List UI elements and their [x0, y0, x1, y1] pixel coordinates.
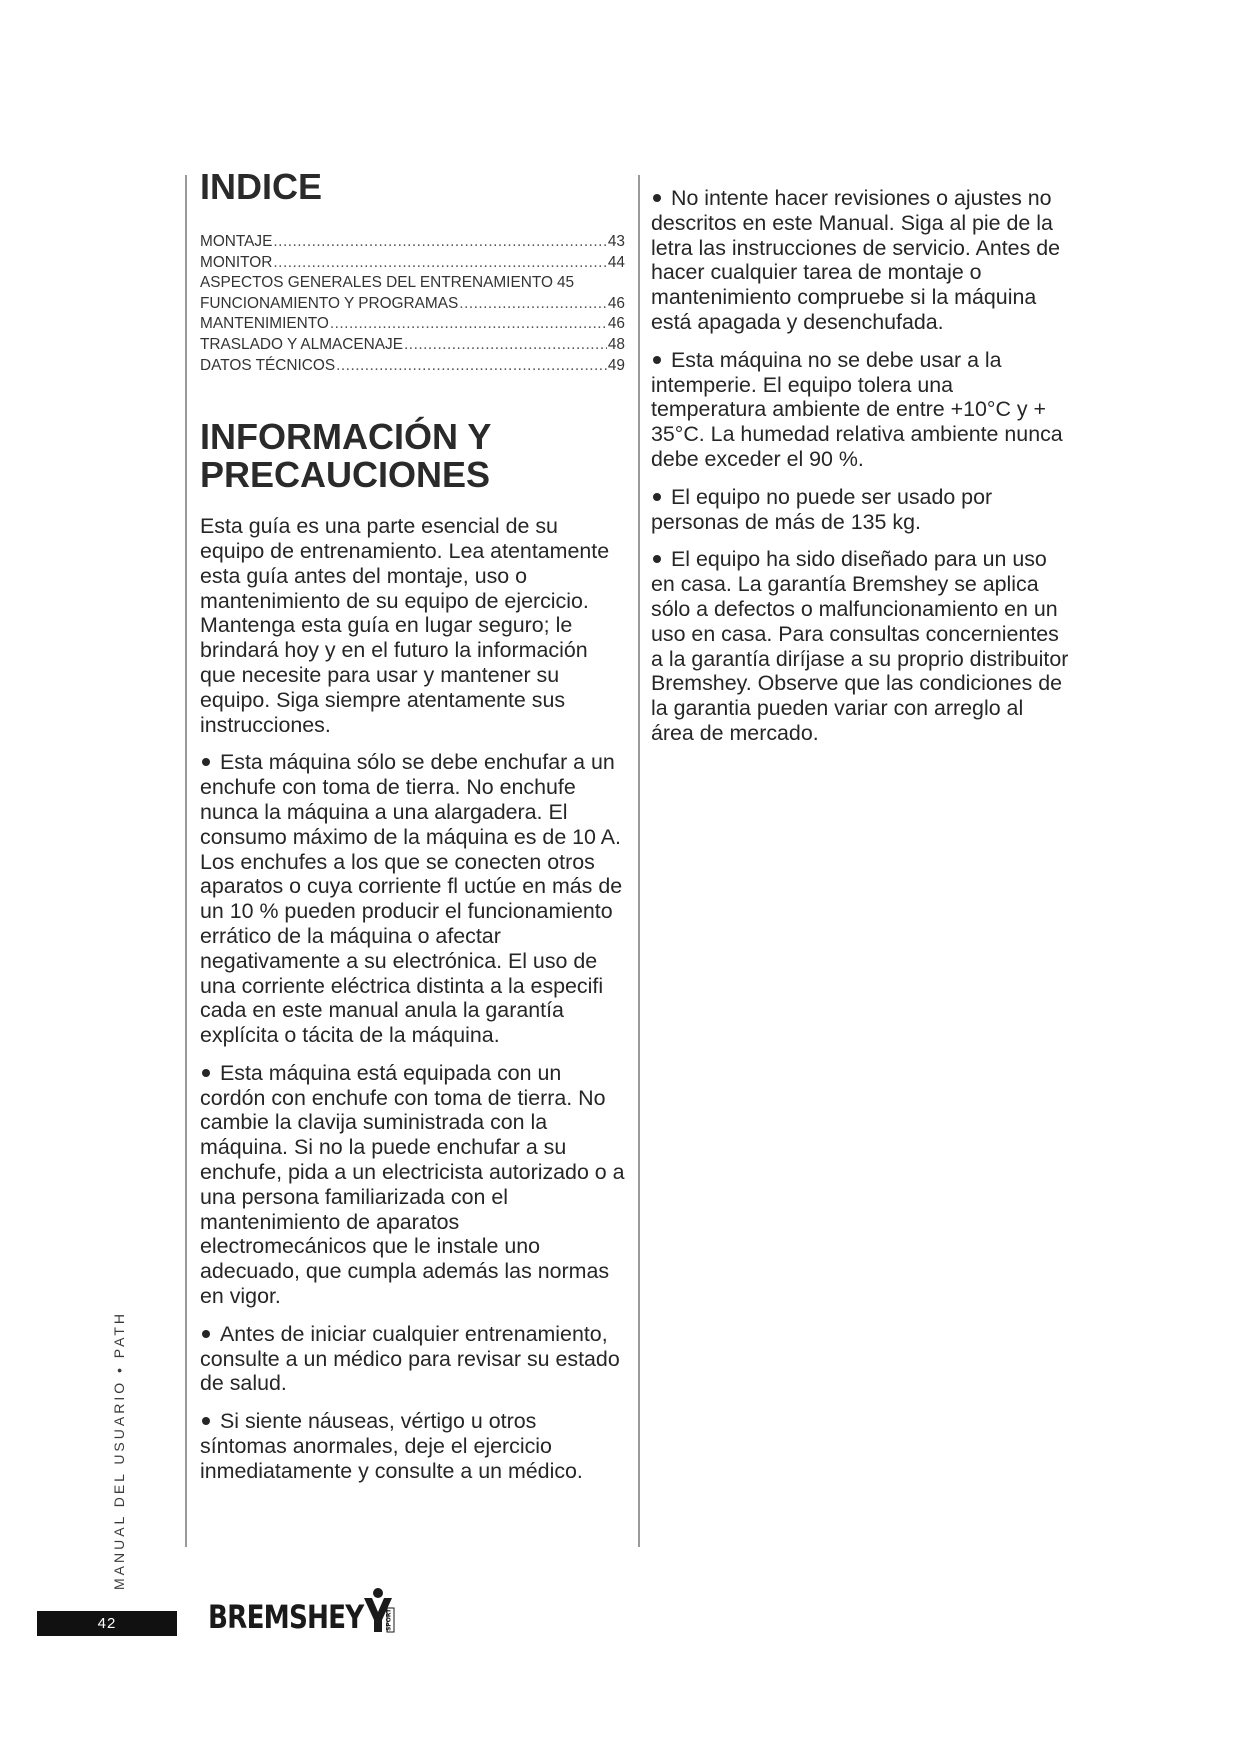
toc-entry[interactable] [200, 356, 625, 377]
toc-entry-page: 45 [556, 274, 575, 292]
bullet-icon [653, 194, 661, 202]
left-column-rule [185, 175, 187, 1547]
bullet-text: Esta máquina no se debe usar a la intemperie. El equipo tolera una temperatura ambiente de entre +10°C y + 35°C. La humedad relativa ambiente nunca debe exceder el 90 %. [651, 347, 1063, 471]
toc-title: INDICE [200, 166, 323, 207]
left-column [200, 168, 625, 1497]
toc-entry-page: 44 [607, 253, 625, 271]
toc-entry-label: MANTENIMIENTO [200, 315, 329, 333]
toc-entry[interactable] [200, 314, 625, 335]
toc-leader-dots [330, 314, 607, 335]
toc-entry[interactable] [200, 232, 625, 253]
bullet-icon [202, 1330, 210, 1338]
toc-entry-page: 43 [607, 233, 625, 250]
brand-logo [208, 1586, 406, 1634]
toc-leader-dots [273, 253, 606, 274]
page-number: 42 [37, 1611, 177, 1636]
toc-entry-label: FUNCIONAMIENTO Y PROGRAMAS [200, 294, 459, 312]
brand-logo-sub: SPORT [385, 1608, 393, 1631]
bullet-text: Si siente náuseas, vértigo u otros síntomas anormales, deje el ejercicio inmediatamente y consulte a un médico. [200, 1409, 583, 1483]
section-title [200, 418, 625, 494]
table-of-contents [200, 232, 625, 376]
bullet-text: No intente hacer revisiones o ajustes no descritos en este Manual. Siga al pie de la letra las instrucciones de servicio. Antes de hacer cualquier tarea de montaje o mantenimiento compruebe si la máquina está apagada y desenchufada. [651, 186, 1061, 334]
bullet-paragraph [651, 485, 1071, 535]
intro-paragraph: Esta guía es una parte esencial de su equipo de entrenamiento. Lea atentamente esta guía antes del montaje, uso o mantenimiento de su equipo de ejercicio. Mantenga esta guía en lugar seguro; le brindará hoy y en el futuro la información que necesite para usar y mantener su equipo. Siga siempre atentamente sus instrucciones. [200, 514, 610, 737]
toc-entry-label: ASPECTOS GENERALES DEL ENTRENAMIENTO [200, 274, 553, 292]
bullet-paragraph [200, 1409, 625, 1483]
toc-entry-label: TRASLADO Y ALMACENAJE [200, 335, 404, 353]
bullet-icon [653, 493, 661, 501]
brand-figure-icon [358, 1586, 406, 1634]
bullet-text: Antes de iniciar cualquier entrenamiento, consulte a un médico para revisar su estado de salud. [200, 1321, 620, 1396]
bullet-icon [653, 555, 661, 563]
toc-entry[interactable] [200, 273, 625, 294]
toc-entry[interactable] [200, 294, 625, 315]
toc-leader-dots [336, 356, 607, 377]
right-column-rule [638, 175, 640, 1547]
manual-side-label: MANUAL DEL USUARIO • PATH [111, 1310, 127, 1590]
toc-entry[interactable] [200, 335, 625, 356]
bullet-paragraph [200, 750, 625, 1048]
bullet-paragraph [651, 547, 1071, 745]
section-title-line1: INFORMACIÓN Y [200, 416, 492, 458]
bullet-text: Esta máquina está equipada con un cordón con enchufe con toma de tierra. No cambie la clavija suministrada con la máquina. Si no la puede enchufar a su enchufe, pida a un electricista autorizado o a una persona familiarizada con el mantenimiento de aparatos electromecánicos que le instale uno adecuado, que cumpla además las normas en vigor. [200, 1060, 625, 1309]
bullet-paragraph [200, 1061, 625, 1309]
bullet-icon [653, 356, 661, 364]
toc-entry-label: MONITOR [200, 253, 273, 271]
section-title-line2: PRECAUCIONES [200, 454, 491, 496]
toc-leader-dots [404, 335, 607, 356]
brand-logo-text: BREMSHEY [208, 1598, 364, 1636]
toc-entry-page: 48 [607, 335, 625, 353]
bullet-paragraph [651, 186, 1071, 335]
bullet-icon [202, 1417, 210, 1425]
toc-entry-page: 46 [607, 315, 625, 333]
bullet-text: Esta máquina sólo se debe enchufar a un enchufe con toma de tierra. No enchufe nunca la máquina a una alargadera. El consumo máximo de la máquina es de 10 A. Los enchufes a los que se conecten otros aparatos o cuya corriente fl uctúe en más de un 10 % pueden producir el funcionamiento errático de la máquina o afectar negativamente a su electrónica. El uso de una corriente eléctrica distinta a la especifi cada en este manual anula la garantía explícita o tácita de la máquina. [200, 750, 623, 1048]
toc-entry-label: MONTAJE [200, 233, 273, 250]
bullet-text: El equipo ha sido diseñado para un uso en casa. La garantía Bremshey se aplica sólo a defectos o malfuncionamiento en un uso en casa. Para consultas concernientes a la garantía diríjase a su proprio distribuitor Bremshey. Observe que las condiciones de la garantia pueden variar con arreglo al área de mercado. [651, 547, 1069, 745]
bullet-paragraph [651, 348, 1071, 472]
toc-entry-page: 46 [607, 294, 625, 312]
bullet-icon [202, 758, 210, 766]
right-column [651, 186, 1071, 759]
toc-leader-dots [459, 294, 607, 315]
toc-entry-page: 49 [607, 356, 625, 374]
bullet-paragraph [200, 1322, 625, 1396]
bullet-text: El equipo no puede ser usado por personas de más de 135 kg. [651, 484, 993, 534]
bullet-icon [202, 1069, 210, 1077]
toc-entry-label: DATOS TÉCNICOS [200, 356, 336, 374]
toc-entry[interactable] [200, 253, 625, 274]
toc-leader-dots [273, 232, 606, 253]
